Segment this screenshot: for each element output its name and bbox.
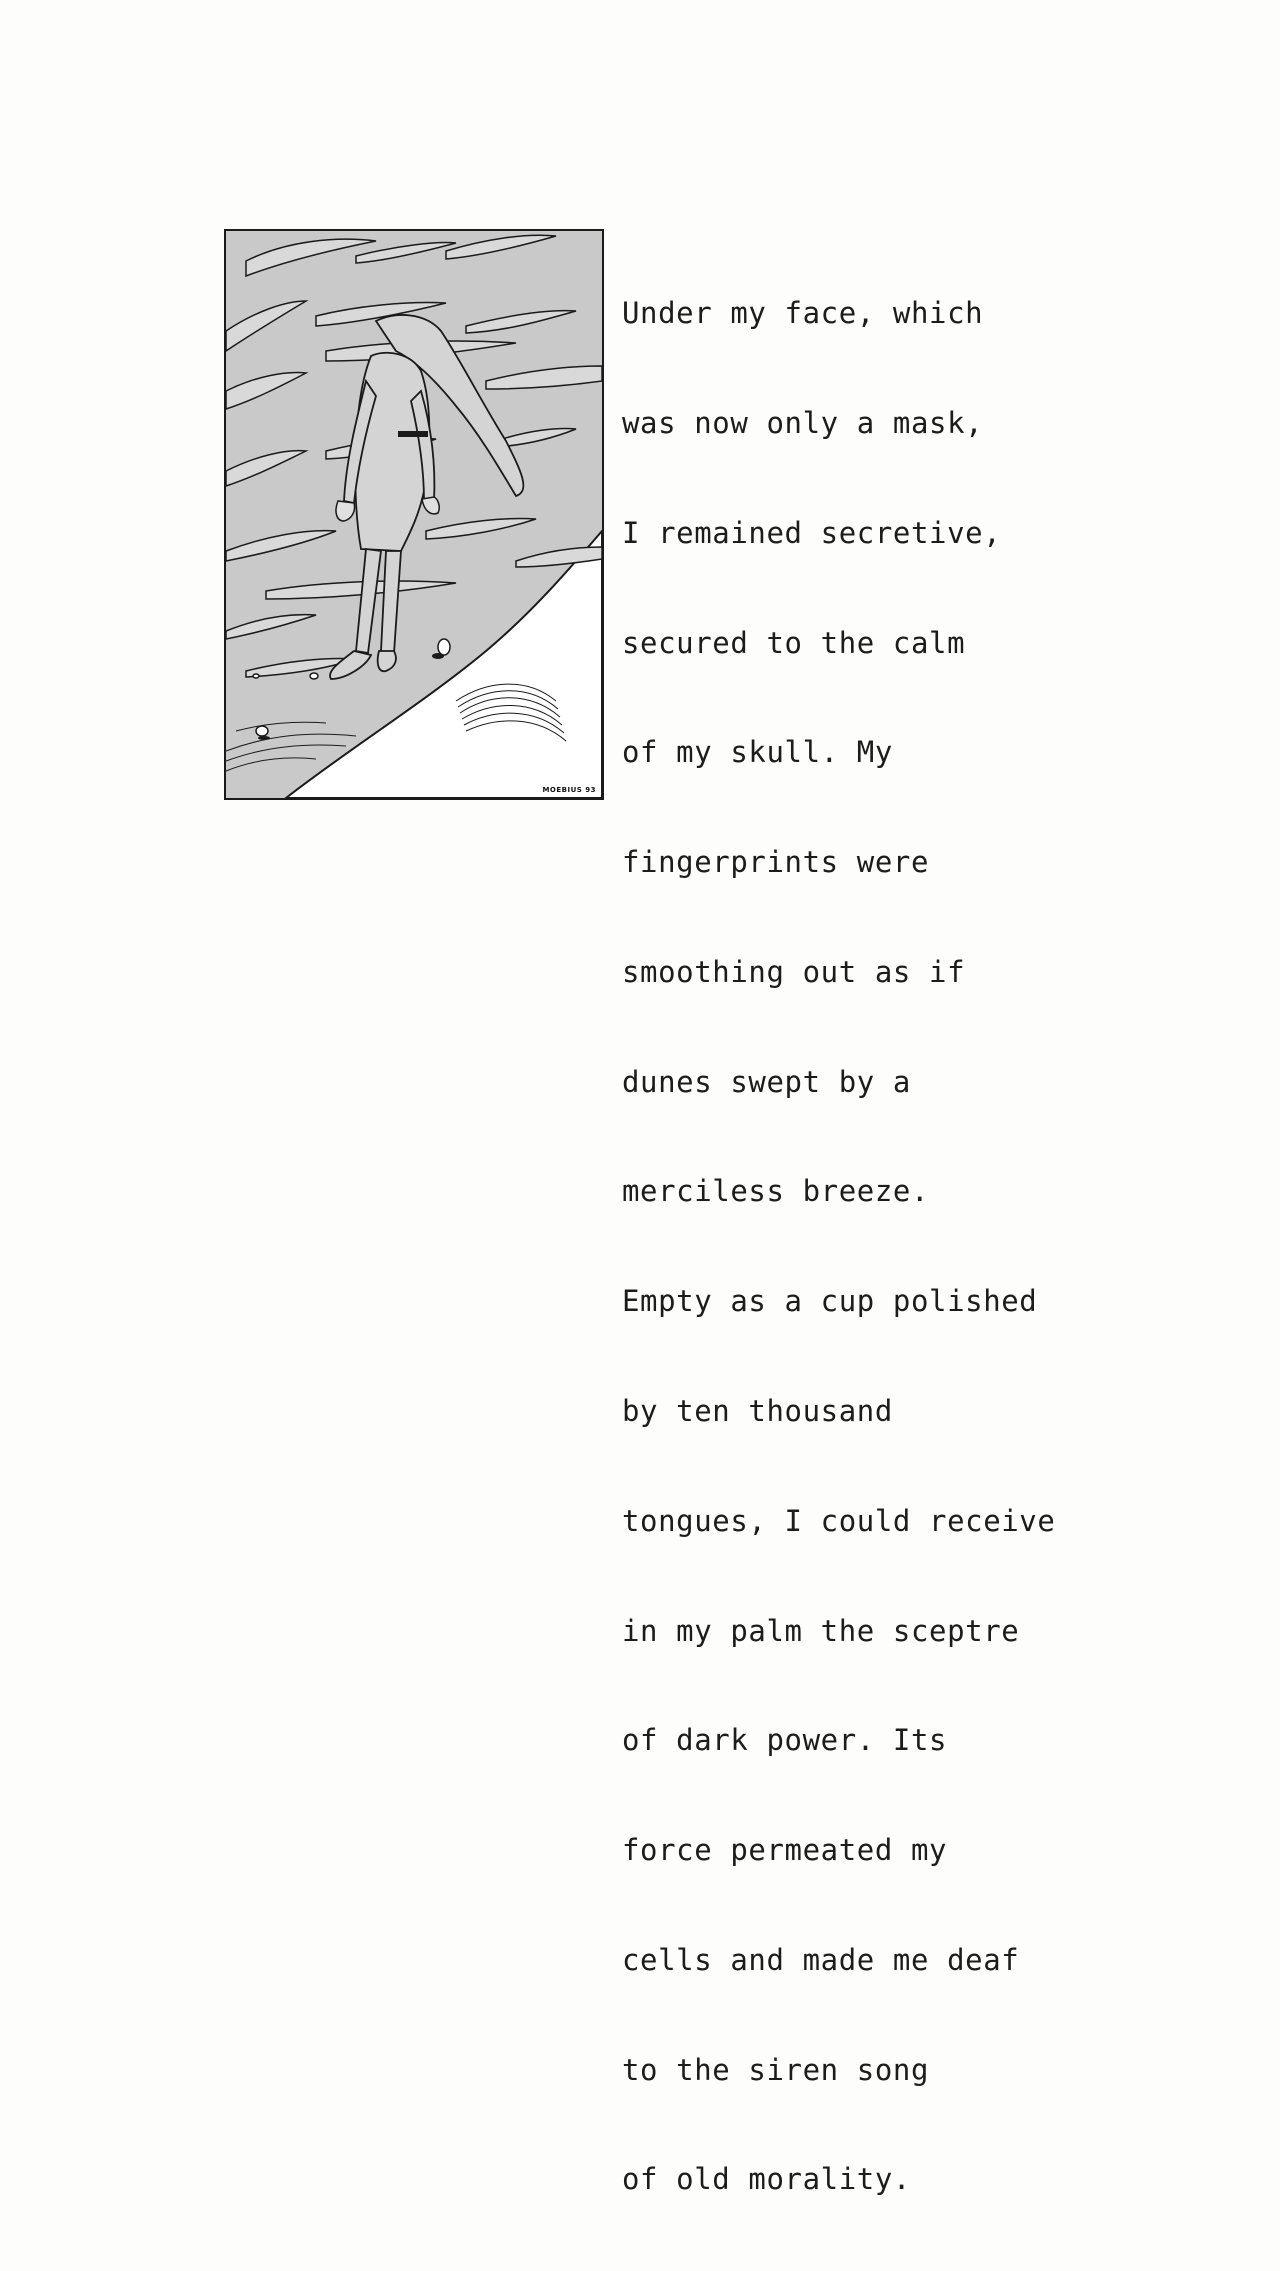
poem-line: was now only a mask, — [622, 405, 984, 440]
poem-line: Under my face, which — [622, 296, 984, 331]
poem-line: in my palm the sceptre — [622, 1613, 1020, 1648]
artist-signature: MOEBIUS 93 — [542, 786, 596, 794]
poem-line: merciless breeze. — [622, 1174, 930, 1209]
poem-line: secured to the calm — [622, 625, 966, 660]
poem-line: cells and made me deaf — [622, 1942, 1020, 1977]
poem-line: force permeated my — [622, 1833, 948, 1868]
poem-line: Empty as a cup polished — [622, 1284, 1038, 1319]
poem-line: of my skull. My — [622, 735, 893, 770]
poem-line: tongues, I could receive — [622, 1503, 1056, 1538]
poem-line: smoothing out as if — [622, 954, 966, 989]
poem-line: fingerprints were — [622, 845, 930, 880]
poem-text — [622, 222, 1055, 2271]
poem-line: of dark power. Its — [622, 1723, 948, 1758]
poem-line: I remained secretive, — [622, 515, 1002, 550]
poem-line: by ten thousand — [622, 1394, 893, 1428]
poem-line: to the siren song — [622, 2052, 930, 2087]
figure-floating-in-wind-icon — [226, 231, 602, 798]
poem-line: dunes swept by a — [622, 1064, 911, 1099]
comic-illustration-panel — [224, 229, 604, 800]
poem-line: of old morality. — [622, 2162, 911, 2197]
